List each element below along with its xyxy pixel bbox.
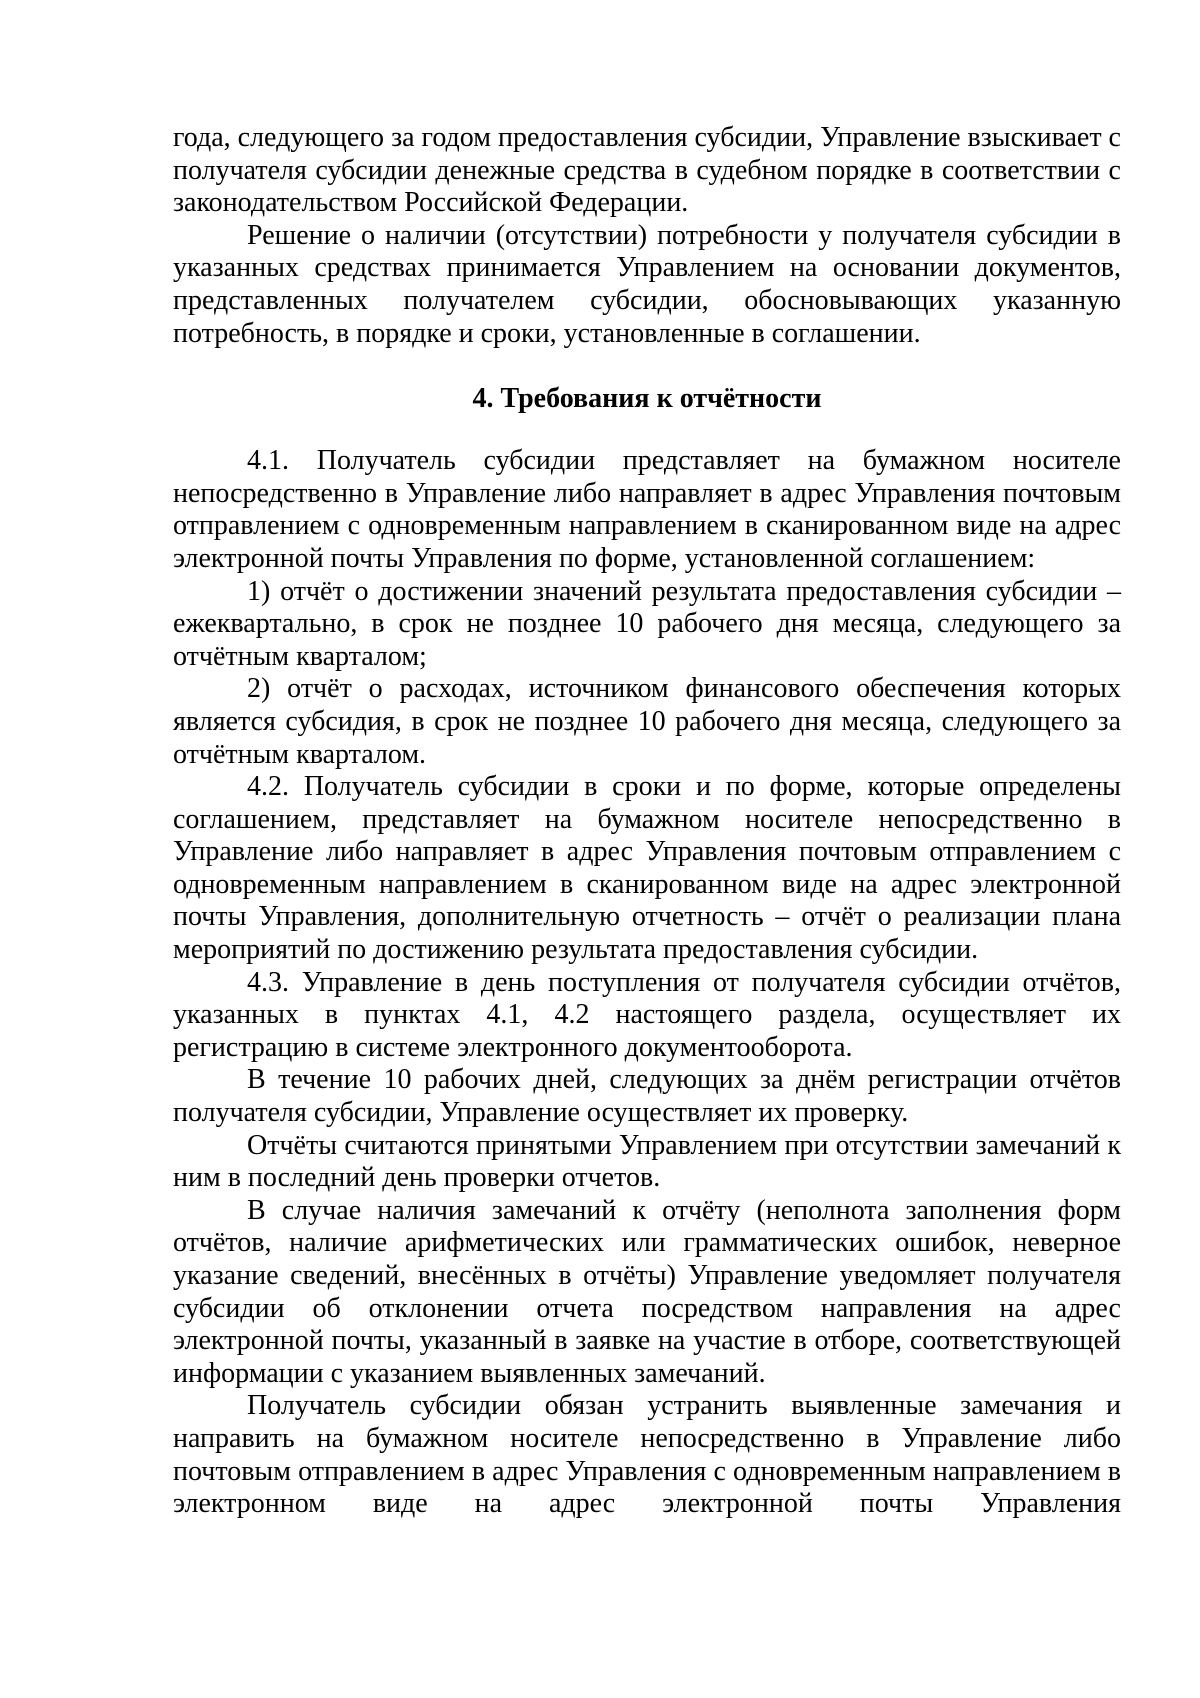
- paragraph-reports-accepted: Отчёты считаются принятыми Управлением при отсутствии замечаний к ним в последний день проверки отчетов.: [173, 1129, 1121, 1194]
- document-page: [173, 122, 1121, 1521]
- paragraph-4-3: 4.3. Управление в день поступления от получателя субсидии отчётов, указанных в пунктах 4.1, 4.2 настоящего раздела, осуществляет их регистрацию в системе электронного документооборота.: [173, 966, 1121, 1063]
- paragraph-item-2: 2) отчёт о расходах, источником финансового обеспечения которых является субсидия, в срок не позднее 10 рабочего дня месяца, следующего за отчётным кварталом.: [173, 673, 1121, 770]
- paragraph-4-1: 4.1. Получатель субсидии представляет на бумажном носителе непосредственно в Управление либо направляет в адрес Управления почтовым отправлением с одновременным направлением в сканированном виде на адрес электронной почты Управления по форме, установленной соглашением:: [173, 445, 1121, 574]
- section-heading: 4. Требования к отчётности: [472, 383, 822, 415]
- paragraph-need-decision: Решение о наличии (отсутствии) потребности у получателя субсидии в указанных средствах принимается Управлением на основании документов, представленных получателем субсидии, обосновывающих указанную потребность, в порядке и сроки, установленные в соглашении.: [173, 219, 1121, 349]
- paragraph-remarks: В случае наличия замечаний к отчёту (неполнота заполнения форм отчётов, наличие арифметических или грамматических ошибок, неверное указание сведений, внесённых в отчёты) Управление уведомляет получателя субсидии об отклонении отчета посредством направления на адрес электронной почты, указанный в заявке на участие в отборе, соответствующей информации с указанием выявленных замечаний.: [173, 1194, 1121, 1389]
- paragraph-continuation: года, следующего за годом предоставления субсидии, Управление взыскивает с получателя субсидии денежные средства в судебном порядке в соответствии с законодательством Российской Федерации.: [173, 122, 1121, 219]
- paragraph-item-1: 1) отчёт о достижении значений результата предоставления субсидии – ежеквартально, в срок не позднее 10 рабочего дня месяца, следующего за отчётным кварталом;: [173, 575, 1121, 672]
- paragraph-fix-remarks: Получатель субсидии обязан устранить выявленные замечания и направить на бумажном носителе непосредственно в Управление либо почтовым отправлением в адрес Управления с одновременным направлением в электронном виде на адрес электронной почты Управления: [173, 1390, 1121, 1520]
- paragraph-4-2: 4.2. Получатель субсидии в сроки и по форме, которые определены соглашением, представляет на бумажном носителе непосредственно в Управление либо направляет в адрес Управления почтовым отправлением с одновременным направлением в сканированном виде на адрес электронной почты Управления, дополнительную отчетность – отчёт о реализации плана мероприятий по достижению результата предоставления субсидии.: [173, 771, 1121, 966]
- paragraph-check-period: В течение 10 рабочих дней, следующих за днём регистрации отчётов получателя субсидии, Управление осуществляет их проверку.: [173, 1064, 1121, 1129]
